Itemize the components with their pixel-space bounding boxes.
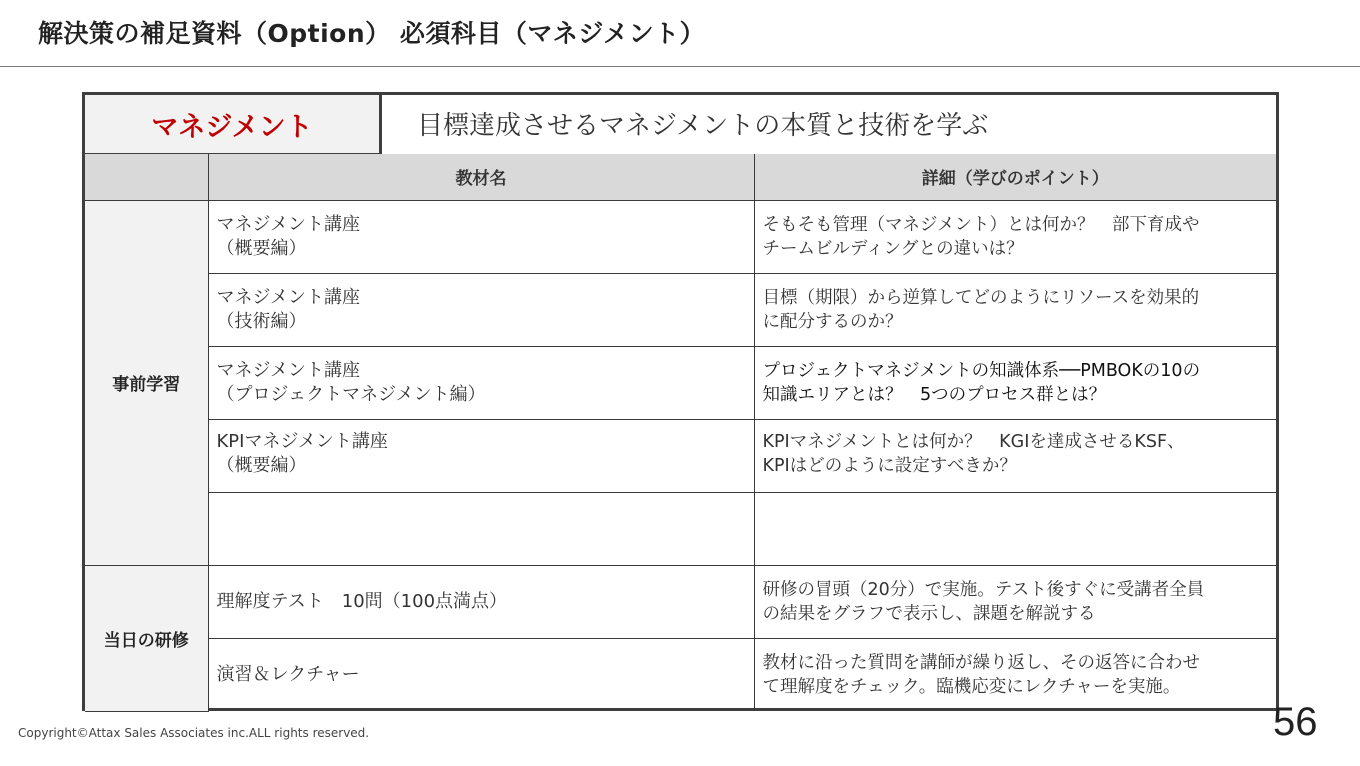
detail-cell (754, 492, 1276, 565)
category-pre-study: 事前学習 (85, 200, 208, 565)
table-row (85, 346, 1276, 419)
material-line: KPIマネジメント講座 (216, 430, 388, 452)
detail-line: プロジェクトマネジメントの知識体系──PMBOKの10の (762, 360, 1201, 381)
detail-line: に配分するのか？ (762, 311, 903, 332)
detail-line: KPIはどのように設定すべきか？ (762, 455, 1017, 476)
material-line: マネジメント講座 (216, 213, 360, 235)
detail-line: そもそも管理（マネジメント）とは何か？ 部下育成や (762, 214, 1200, 235)
material-line: マネジメント講座 (216, 359, 360, 381)
column-header-material: 教材名 (208, 154, 754, 200)
subject-theme: 目標達成させるマネジメントの本質と技術を学ぶ (417, 111, 989, 141)
material-cell (208, 273, 754, 346)
detail-cell (754, 419, 1276, 492)
detail-cell (754, 200, 1276, 273)
page-number: 56 (1273, 700, 1318, 744)
table-row (85, 273, 1276, 346)
table-row (85, 200, 1276, 273)
detail-line: KPIマネジメントとは何か？ KGIを達成させるKSF、 (762, 431, 1185, 452)
material-cell (208, 565, 754, 638)
table-row (85, 638, 1276, 711)
table-header-row (85, 154, 1276, 200)
material-line: （プロジェクトマネジメント編） (216, 383, 486, 405)
detail-line: チームビルディングとの違いは？ (762, 238, 1024, 259)
material-cell (208, 638, 754, 711)
material-line: マネジメント講座 (216, 286, 360, 308)
detail-line: の結果をグラフで表示し、課題を解説する (762, 603, 1096, 624)
detail-cell (754, 565, 1276, 638)
material-line: 演習＆レクチャー (216, 663, 360, 685)
material-line: （概要編） (216, 237, 307, 259)
course-table-frame (82, 92, 1279, 711)
detail-cell (754, 273, 1276, 346)
page-title: 解決策の補足資料（Option） 必須科目（マネジメント） (38, 19, 706, 48)
detail-line: 知識エリアとは？ 5つのプロセス群とは？ (762, 384, 1107, 405)
material-cell (208, 492, 754, 565)
material-line: 理解度テスト 10問（100点満点） (216, 590, 508, 612)
material-cell (208, 346, 754, 419)
table-row-empty (85, 492, 1276, 565)
material-cell (208, 200, 754, 273)
detail-cell (754, 346, 1276, 419)
course-table (85, 154, 1276, 712)
material-line: （概要編） (216, 454, 307, 476)
copyright-notice: Copyright©Attax Sales Associates inc.ALL rights reserved. (18, 726, 370, 740)
table-row (85, 565, 1276, 638)
column-header-category (85, 154, 208, 200)
detail-line: 目標（期限）から逆算してどのようにリソースを効果的 (762, 287, 1200, 308)
detail-cell (754, 638, 1276, 711)
detail-line: て理解度をチェック。臨機応変にレクチャーを実施。 (762, 676, 1181, 697)
material-line: （技術編） (216, 310, 307, 332)
detail-line: 教材に沿った質問を講師が繰り返し、その返答に合わせ (762, 652, 1200, 673)
material-cell (208, 419, 754, 492)
title-divider (0, 66, 1360, 67)
detail-line: 研修の冒頭（20分）で実施。テスト後すぐに受講者全員 (762, 579, 1205, 600)
category-on-day-training: 当日の研修 (85, 565, 208, 711)
subject-name: マネジメント (85, 95, 382, 156)
table-row (85, 419, 1276, 492)
column-header-detail: 詳細（学びのポイント） (754, 154, 1276, 200)
